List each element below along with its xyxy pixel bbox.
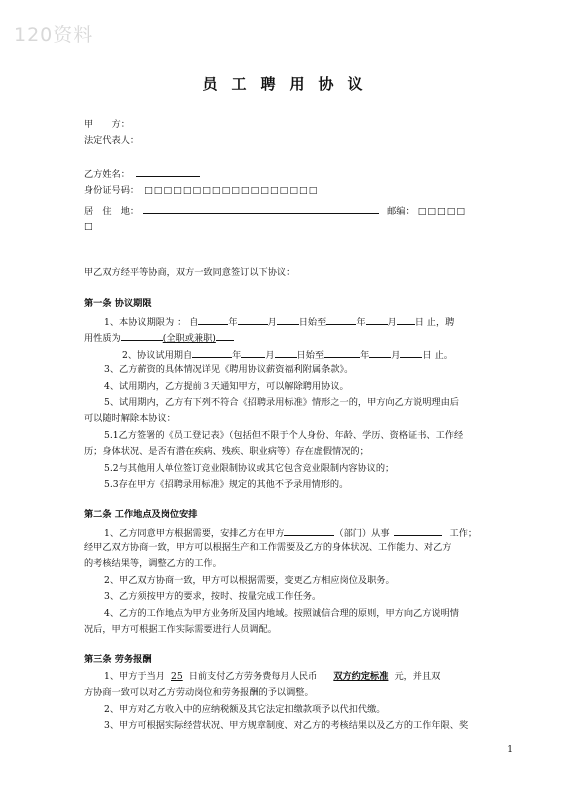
s1-day-blank[interactable] [277, 314, 299, 325]
s1-line-2 [84, 330, 234, 345]
s1-l1-text: 1、本协议期限为 ： 自 [104, 317, 199, 328]
s1-month-unit: 月 [267, 317, 277, 328]
s2-line-1 [104, 525, 477, 540]
postcode-label: 邮编： [387, 206, 415, 217]
document-title: 员工聘用协议 [202, 75, 377, 93]
s1-line-7: 可以随时解除本协议： [84, 413, 176, 424]
s1-trial-day-blank[interactable] [275, 347, 297, 358]
party-a-label: 甲 方： [84, 119, 130, 130]
s3-line-1 [104, 670, 440, 683]
s1-day2-blank[interactable] [397, 314, 415, 325]
s1-trial-year-unit: 年 [232, 350, 242, 361]
s1-start-day-unit: 日始至 [298, 317, 327, 328]
s1-month2-blank[interactable] [366, 314, 388, 325]
s1-trial-end-text: 日 止。 [422, 350, 453, 361]
s2-line-6: 4、乙方的工作地点为甲方业务所及国内地域。按照诚信合理的原则，甲方向乙方说明情 [104, 608, 459, 619]
page-number: 1 [507, 745, 513, 755]
postcode-boxes[interactable]: □□□□□ [417, 206, 467, 217]
section-3-heading: 第三条 劳务报酬 [84, 654, 152, 665]
address-blank[interactable] [143, 203, 379, 214]
s3-l1-mid: 日前支付乙方劳务费每月人民币 [188, 671, 318, 682]
s1-trial-year2-unit: 年 [360, 350, 370, 361]
id-row [84, 184, 318, 197]
s1-trial-month2-unit: 月 [391, 350, 401, 361]
s1-line-9: 历；身体状况、是否有潜在疾病、残疾、职业病等）存在虚假情况的； [84, 446, 369, 457]
s2-line-4: 2、甲乙双方协商一致，甲方可以根据需要，变更乙方相应岗位及职务。 [104, 575, 395, 586]
section-2-heading: 第二条 工作地点及岗位安排 [84, 509, 198, 520]
id-boxes[interactable]: □□□□□□□□□□□□□□□□□□ [144, 185, 319, 196]
s3-line-3: 2、甲方对乙方收入中的应纳税额及其它法定扣缴款项予以代扣代缴。 [104, 704, 386, 715]
s1-month2-unit: 月 [387, 317, 397, 328]
s3-pay-day[interactable]: 25 [170, 671, 183, 682]
s2-dept-text: （部门）从事 [334, 528, 390, 539]
legal-rep-label: 法定代表人： [84, 135, 140, 146]
s1-line-8: 5.1乙方签署的《员工登记表》（包括但不限于个人身份、年龄、学历、资格证书、工作经 [104, 430, 464, 441]
party-b-name-blank[interactable] [136, 166, 200, 177]
s1-nature-label: 用性质为 [84, 333, 121, 344]
s1-line-6: 5、试用期内，乙方有下列不符合《招聘录用标准》情形之一的，甲方向乙方说明理由后 [104, 397, 459, 408]
s1-trial-month2-blank[interactable] [369, 347, 391, 358]
s2-line-7: 况后，甲方可根据工作实际需要进行人员调配。 [84, 624, 277, 635]
s2-line-5: 3、乙方须按甲方的要求，按时、按量完成工作任务。 [104, 591, 322, 602]
s1-trial-year-blank[interactable] [192, 347, 232, 358]
s1-trial-label: 2、协议试用期自 [122, 350, 193, 361]
s1-line-1 [104, 314, 454, 329]
s3-line-4: 3、甲方可根据实际经营状况、甲方规章制度、对乙方的考核结果以及乙方的工作年限、奖 [104, 720, 469, 731]
s1-line-4: 3、乙方薪资的具体情况详见《聘用协议薪资福利附属条款》。 [104, 364, 354, 375]
s1-trial-month-unit: 月 [265, 350, 275, 361]
party-b-name-row [84, 166, 200, 181]
s2-line-3: 的考核结果等，调整乙方的工作。 [84, 558, 222, 569]
section-1-heading: 第一条 协议期限 [84, 298, 152, 309]
s3-l1-end: 元，并且双 [394, 671, 441, 682]
s1-nature-blank-2[interactable] [216, 330, 234, 341]
s1-year-blank[interactable] [198, 314, 228, 325]
s1-year2-blank[interactable] [326, 314, 356, 325]
s2-l1-text: 1、乙方同意甲方根据需要，安排乙方在甲方 [104, 528, 285, 539]
postcode-box-extra[interactable]: □ [84, 221, 93, 232]
s1-trial-month-blank[interactable] [241, 347, 265, 358]
s2-dept-blank[interactable] [284, 525, 334, 536]
id-label: 身份证号码： [84, 185, 140, 196]
s1-year2-unit: 年 [356, 317, 366, 328]
s1-nature-hint: (全职或兼职) [162, 333, 216, 344]
address-label: 居 住 地： [84, 206, 140, 217]
s3-pay-amount[interactable]: 双方约定标准 [333, 671, 389, 682]
s1-trial-day2-blank[interactable] [400, 347, 422, 358]
intro-text: 甲乙双方经平等协商，双方一致同意签订以下协议： [84, 267, 296, 278]
s1-nature-blank[interactable] [121, 330, 163, 341]
s1-trial-start-unit: 日始至 [296, 350, 325, 361]
s1-line-5: 4、试用期内，乙方提前３天通知甲方，可以解除聘用协议。 [104, 381, 349, 392]
s1-trial-year2-blank[interactable] [324, 347, 360, 358]
s2-job-text: 工作； [449, 528, 478, 539]
s1-month-blank[interactable] [238, 314, 268, 325]
address-row [84, 203, 466, 218]
watermark: 120资料 [14, 24, 94, 46]
s2-job-blank[interactable] [394, 525, 442, 536]
s1-end-text: 日 止，聘 [414, 317, 455, 328]
s1-line-3 [122, 347, 453, 362]
s3-l1-text: 1、甲方于当月 [104, 671, 165, 682]
s1-year-unit: 年 [228, 317, 238, 328]
s3-line-2: 方协商一致可以对乙方劳动岗位和劳务报酬的予以调整。 [84, 687, 314, 698]
s2-line-2: 经甲乙双方协商一致，甲方可以根据生产和工作需要及乙方的身体状况、工作能力、对乙方 [84, 542, 452, 553]
s1-line-11: 5.3存在甲方《招聘录用标准》规定的其他不予录用情形的。 [104, 479, 349, 490]
party-b-name-label: 乙方姓名： [84, 169, 130, 180]
s1-line-10: 5.2与其他用人单位签订竞业限制协议或其它包含竞业限制内容协议的； [104, 463, 395, 474]
